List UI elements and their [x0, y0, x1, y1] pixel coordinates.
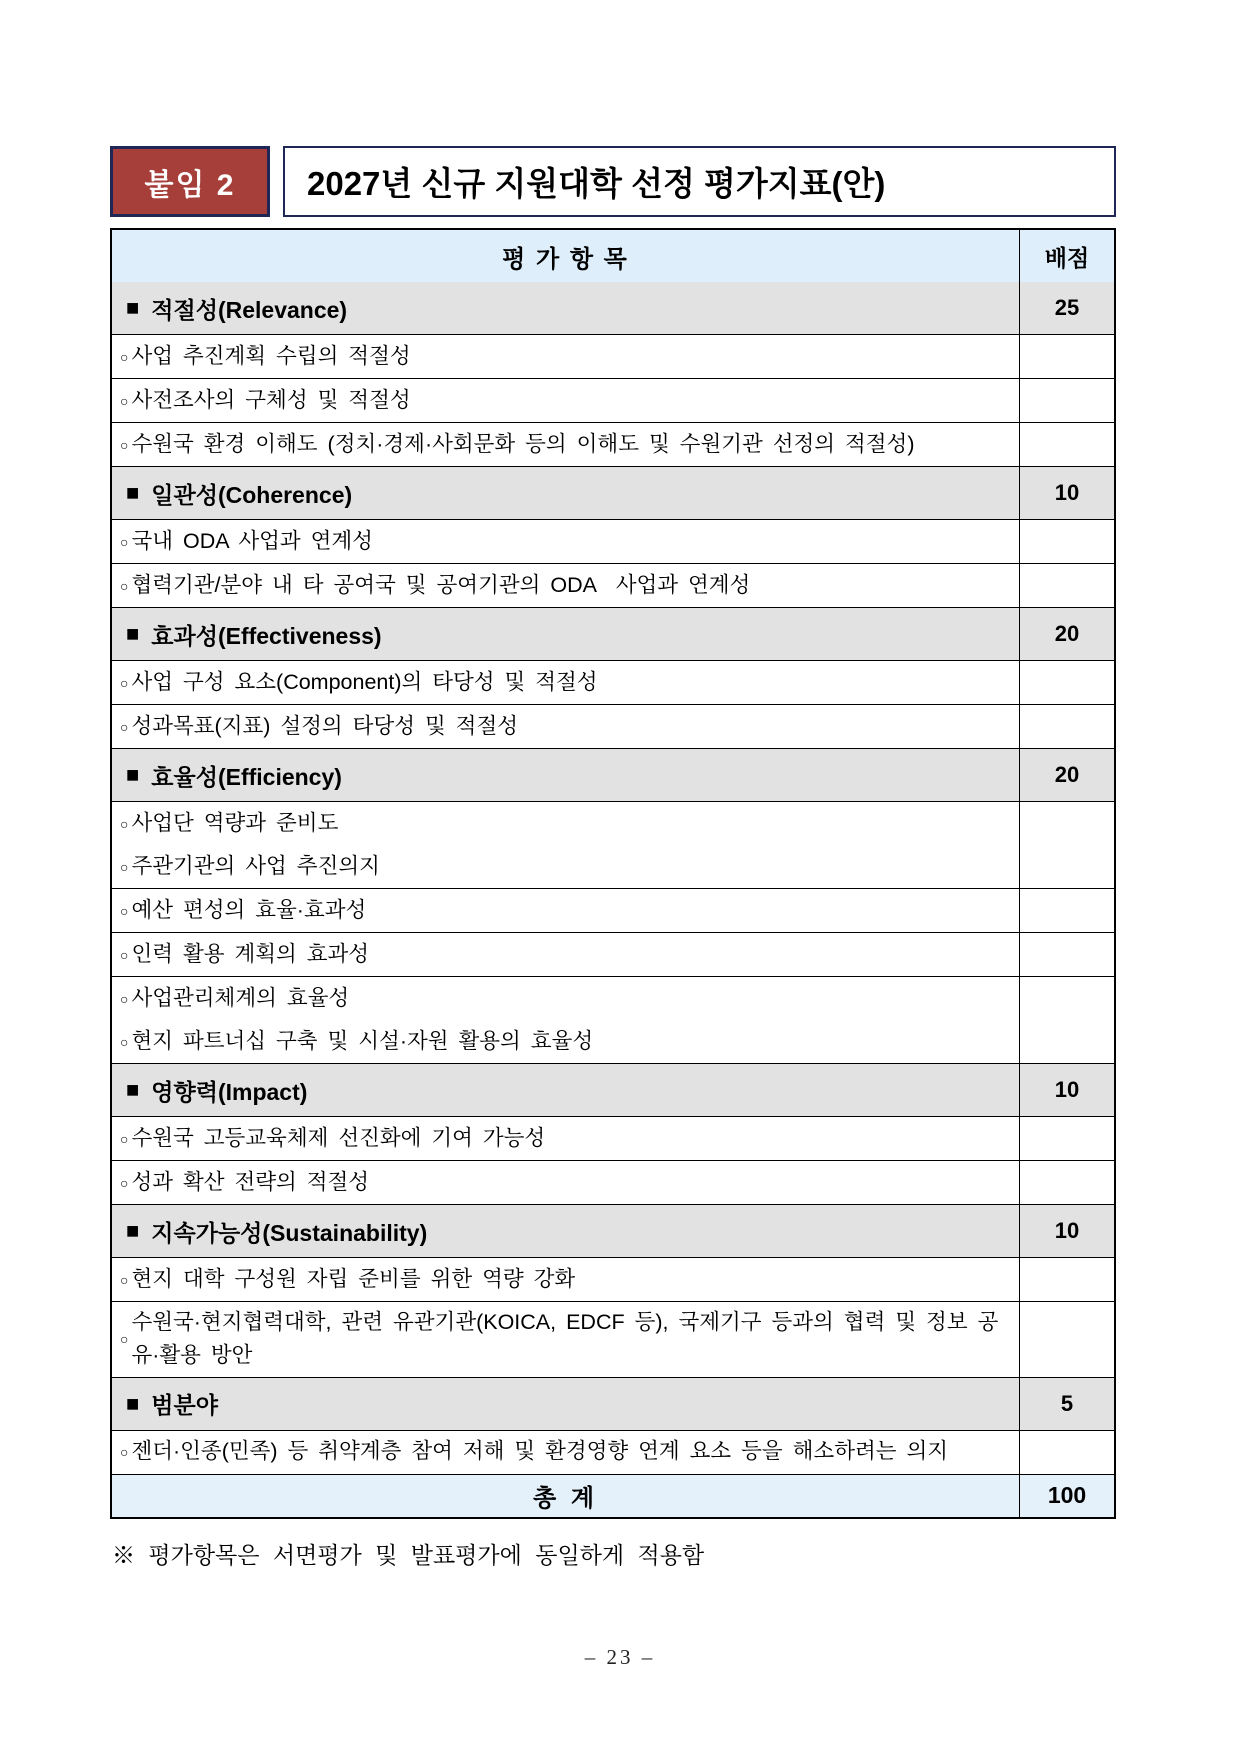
square-bullet-icon: ■ — [126, 295, 140, 320]
item-cell — [112, 520, 1019, 563]
item-text: 수원국 고등교육체제 선진화에 기여 가능성 — [131, 1125, 546, 1150]
item-cell — [112, 889, 1019, 932]
item-cell — [112, 705, 1019, 748]
square-bullet-icon: ■ — [126, 1077, 140, 1102]
footnote: ※ 평가항목은 서면평가 및 발표평가에 동일하게 적용함 — [112, 1542, 705, 1568]
square-bullet-icon: ■ — [126, 1390, 140, 1416]
circle-bullet-icon: ○ — [120, 577, 129, 594]
points-cell — [1019, 1431, 1114, 1474]
item-text: 현지 대학 구성원 자립 준비를 위한 역량 강화 — [131, 1266, 576, 1291]
item-text: 예산 편성의 효율·효과성 — [131, 897, 367, 922]
item-text: 성과목표(지표) 설정의 타당성 및 적절성 — [131, 713, 518, 738]
item-text: 주관기관의 사업 추진의지 — [131, 853, 380, 878]
points-cell — [1019, 661, 1114, 704]
table-row — [112, 932, 1114, 976]
item-line — [118, 845, 1011, 888]
item-cell — [112, 749, 1019, 801]
total-points: 100 — [1019, 1475, 1114, 1517]
item-cell — [112, 1378, 1019, 1430]
points-cell — [1019, 802, 1114, 888]
table-header-row — [112, 230, 1114, 282]
item-cell — [112, 379, 1019, 422]
points-cell — [1019, 1258, 1114, 1301]
category-row — [112, 282, 1114, 334]
circle-bullet-icon: ○ — [120, 1033, 129, 1050]
item-text: 국내 ODA 사업과 연계성 — [131, 528, 373, 553]
circle-bullet-icon: ○ — [120, 674, 129, 691]
category-row — [112, 607, 1114, 660]
item-line — [118, 1161, 1011, 1204]
item-line — [118, 802, 1011, 845]
item-cell — [112, 933, 1019, 976]
category-label: 적절성(Relevance) — [151, 296, 348, 323]
table-row — [112, 563, 1114, 607]
item-text: 사업관리체계의 효율성 — [131, 985, 350, 1010]
category-label: 효율성(Efficiency) — [151, 763, 342, 790]
category-row — [112, 1377, 1114, 1430]
points-cell — [1019, 335, 1114, 378]
circle-bullet-icon: ○ — [120, 1271, 129, 1288]
points-cell — [1019, 564, 1114, 607]
square-bullet-icon: ■ — [126, 621, 140, 646]
page-number: – 23 – — [584, 1645, 656, 1669]
item-text: 사전조사의 구체성 및 적절성 — [131, 387, 411, 412]
points-cell — [1019, 520, 1114, 563]
total-label: 총 계 — [532, 1485, 599, 1513]
item-cell — [112, 1117, 1019, 1160]
square-bullet-icon: ■ — [126, 480, 140, 505]
category-row — [112, 748, 1114, 801]
table-row — [112, 422, 1114, 466]
item-cell — [112, 1302, 1019, 1377]
circle-bullet-icon: ○ — [120, 718, 129, 735]
table-row — [112, 888, 1114, 932]
points-cell: 20 — [1019, 608, 1114, 660]
item-line — [118, 977, 1011, 1020]
item-cell — [112, 608, 1019, 660]
item-cell — [112, 467, 1019, 519]
circle-bullet-icon: ○ — [120, 946, 129, 963]
item-line — [118, 423, 1011, 466]
points-cell — [1019, 1117, 1114, 1160]
points-cell — [1019, 1302, 1114, 1377]
column-header-item: 평 가 항 목 — [502, 245, 629, 273]
item-text: 젠더·인종(민족) 등 취약계층 참여 저해 및 환경영향 연계 요소 등을 해소하려는 의지 — [131, 1439, 949, 1464]
page-title: 2027년 신규 지원대학 선정 평가지표(안) — [307, 165, 886, 202]
item-cell — [112, 423, 1019, 466]
points-cell: 10 — [1019, 467, 1114, 519]
item-cell — [112, 802, 1019, 888]
circle-bullet-icon: ○ — [120, 1444, 129, 1461]
points-cell: 5 — [1019, 1378, 1114, 1430]
points-cell — [1019, 889, 1114, 932]
criteria-table-body — [112, 282, 1114, 1474]
attachment-badge-label: 붙임 2 — [144, 168, 236, 202]
points-cell — [1019, 933, 1114, 976]
item-line — [118, 520, 1011, 563]
attachment-badge — [110, 146, 270, 217]
item-cell — [112, 1161, 1019, 1204]
category-label: 지속가능성(Sustainability) — [151, 1219, 428, 1246]
criteria-table — [110, 228, 1116, 1519]
item-cell — [112, 1258, 1019, 1301]
points-cell: 25 — [1019, 282, 1114, 334]
document-header — [110, 146, 1116, 217]
item-line — [118, 564, 1011, 607]
table-row — [112, 334, 1114, 378]
item-cell — [112, 564, 1019, 607]
category-label: 범분야 — [151, 1392, 218, 1419]
category-row — [112, 1204, 1114, 1257]
item-text: 수원국·현지협력대학, 관련 유관기관(KOICA, EDCF 등), 국제기구 등과의 협력 및 정보 공유·활용 방안 — [131, 1310, 999, 1368]
circle-bullet-icon: ○ — [120, 858, 129, 875]
points-cell — [1019, 1161, 1114, 1204]
item-line — [118, 933, 1011, 976]
table-row — [112, 519, 1114, 563]
points-cell — [1019, 423, 1114, 466]
item-cell — [112, 335, 1019, 378]
table-row — [112, 378, 1114, 422]
category-label: 효과성(Effectiveness) — [151, 622, 382, 649]
total-row — [112, 1474, 1114, 1517]
item-line — [118, 335, 1011, 378]
item-cell — [112, 1431, 1019, 1474]
category-label: 일관성(Coherence) — [151, 481, 353, 508]
item-cell — [112, 1205, 1019, 1257]
points-cell: 20 — [1019, 749, 1114, 801]
circle-bullet-icon: ○ — [120, 436, 129, 453]
circle-bullet-icon: ○ — [120, 902, 129, 919]
points-cell — [1019, 705, 1114, 748]
item-text: 현지 파트너십 구축 및 시설·자원 활용의 효율성 — [131, 1028, 594, 1053]
item-text: 사업단 역량과 준비도 — [131, 810, 339, 835]
item-text: 협력기관/분야 내 타 공여국 및 공여기관의 ODA 사업과 연계성 — [131, 572, 751, 597]
table-row — [112, 1116, 1114, 1160]
category-row — [112, 1063, 1114, 1116]
item-text: 인력 활용 계획의 효과성 — [131, 941, 370, 966]
item-line — [118, 1117, 1011, 1160]
item-cell — [112, 661, 1019, 704]
circle-bullet-icon: ○ — [120, 1174, 129, 1191]
title-box — [283, 146, 1116, 217]
circle-bullet-icon: ○ — [120, 392, 129, 409]
table-row — [112, 660, 1114, 704]
circle-bullet-icon: ○ — [120, 348, 129, 365]
item-line — [118, 889, 1011, 932]
item-text: 수원국 환경 이해도 (정치·경제·사회문화 등의 이해도 및 수원기관 선정의 적절성) — [131, 431, 915, 456]
circle-bullet-icon: ○ — [120, 990, 129, 1007]
points-cell: 10 — [1019, 1064, 1114, 1116]
square-bullet-icon: ■ — [126, 1218, 140, 1243]
table-row — [112, 704, 1114, 748]
category-row — [112, 466, 1114, 519]
category-label: 영향력(Impact) — [151, 1078, 308, 1105]
item-line — [118, 661, 1011, 704]
table-row — [112, 976, 1114, 1063]
item-text: 사업 구성 요소(Component)의 타당성 및 적절성 — [131, 669, 598, 694]
item-line — [118, 1302, 1011, 1377]
circle-bullet-icon: ○ — [120, 815, 129, 832]
table-row — [112, 1430, 1114, 1474]
item-line — [118, 1431, 1011, 1474]
item-line — [118, 705, 1011, 748]
circle-bullet-icon: ○ — [120, 533, 129, 550]
item-line — [118, 1258, 1011, 1301]
square-bullet-icon: ■ — [126, 762, 140, 787]
points-cell — [1019, 379, 1114, 422]
table-row — [112, 1257, 1114, 1301]
table-row — [112, 1160, 1114, 1204]
item-line — [118, 1020, 1011, 1063]
table-row — [112, 801, 1114, 888]
circle-bullet-icon: ○ — [120, 1130, 129, 1147]
item-text: 성과 확산 전략의 적절성 — [131, 1169, 370, 1194]
item-text: 사업 추진계획 수립의 적절성 — [131, 343, 411, 368]
item-cell — [112, 282, 1019, 334]
points-cell: 10 — [1019, 1205, 1114, 1257]
item-cell — [112, 977, 1019, 1063]
item-line — [118, 379, 1011, 422]
column-header-points: 배점 — [1019, 230, 1114, 282]
circle-bullet-icon: ○ — [120, 1331, 129, 1348]
table-row — [112, 1301, 1114, 1377]
item-cell — [112, 1064, 1019, 1116]
points-cell — [1019, 977, 1114, 1063]
